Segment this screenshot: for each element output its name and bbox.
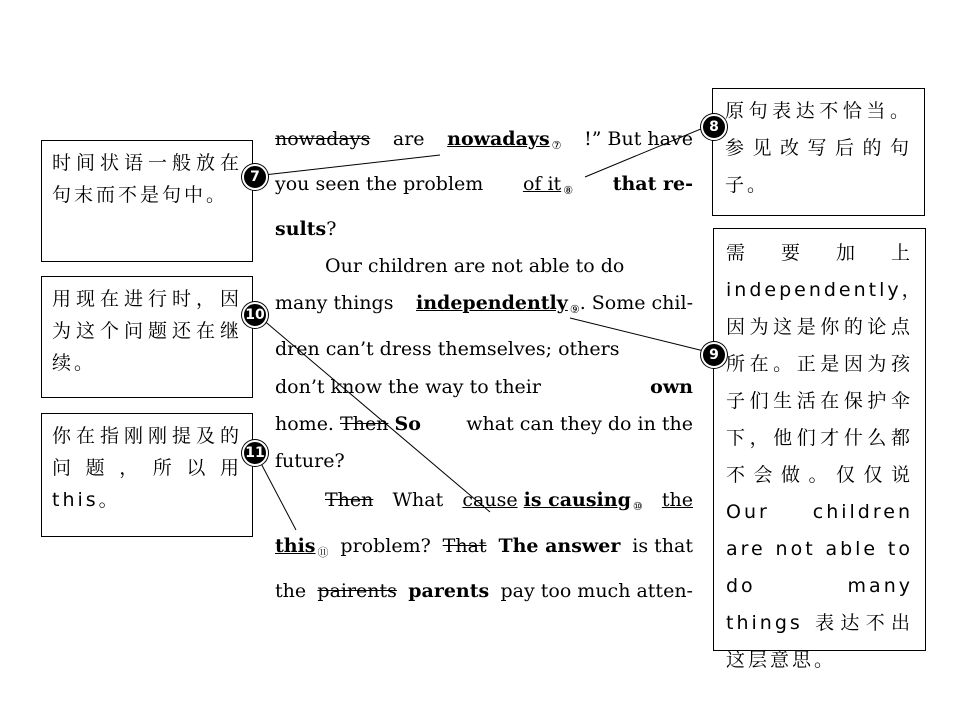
- marker-11: 11: [242, 440, 268, 466]
- essay-text-run: Our children are not able to do: [325, 255, 625, 277]
- essay-line-9: [275, 448, 693, 474]
- essay-line-5: [275, 290, 693, 316]
- comment-box-9: [713, 228, 926, 671]
- deleted-word: of it: [522, 173, 562, 195]
- essay-word: problem?: [340, 535, 431, 557]
- inserted-word: that re-: [612, 173, 693, 195]
- essay-line-12: [275, 578, 693, 604]
- marker-8: 8: [701, 114, 727, 140]
- note-number-9: ⑨: [569, 303, 580, 316]
- essay-line-10: [275, 487, 693, 513]
- essay-word: you seen the problem: [275, 173, 484, 195]
- inserted-word: independently: [416, 292, 568, 314]
- essay-line-3: [275, 216, 693, 242]
- comment-text-8: 原句表达不恰当。参见改写后的句子。: [725, 100, 912, 196]
- note-number-8: ⑧: [563, 184, 574, 197]
- comment-box-10: [41, 276, 253, 398]
- comment-box-8: [712, 88, 925, 216]
- essay-word: what can they do in the: [466, 413, 693, 435]
- marker-9: 9: [701, 342, 727, 368]
- inserted-word: is causing: [523, 489, 631, 511]
- note-number-7: ⑦: [551, 139, 562, 152]
- note-number-10: ⑩: [632, 500, 643, 513]
- essay-word: !” But have: [584, 128, 693, 150]
- essay-line-11: [275, 533, 693, 559]
- inserted-word: parents: [408, 580, 490, 602]
- comment-box-7: [41, 140, 253, 262]
- essay-word: many things: [275, 292, 394, 314]
- comment-text-9: 需要加上 independently，因为这是你的论点所在。正是因为孩子们生活在保护伞下，他们才什么都不会做。仅仅说 Our children are not able to do many things 表达不出这层意思。: [726, 242, 924, 671]
- essay-word: What: [392, 489, 444, 511]
- note-number-11: ⑪: [317, 546, 329, 559]
- essay-line-2: [275, 171, 693, 197]
- essay-line-7: [275, 374, 693, 400]
- inserted-word: this: [275, 535, 316, 557]
- essay-word: future?: [275, 450, 345, 472]
- inserted-word: So: [394, 413, 421, 435]
- deleted-word: pairents: [317, 580, 397, 602]
- inserted-word: nowadays: [447, 128, 550, 150]
- essay-word: pay too much atten-: [500, 580, 693, 602]
- essay-text-run: dren can’t dress themselves; others: [275, 338, 620, 360]
- comment-box-11: [41, 413, 253, 537]
- inserted-word: sults: [275, 218, 327, 240]
- deleted-word: Then: [325, 489, 374, 511]
- essay-word: . Some chil-: [579, 292, 693, 314]
- marker-7: 7: [242, 164, 268, 190]
- comment-text-7: 时间状语一般放在句末而不是句中。: [52, 152, 242, 206]
- deleted-word: nowadays: [275, 128, 371, 150]
- comment-text-10: 用现在进行时，因为这个问题还在继续。: [52, 288, 242, 374]
- deleted-word: the: [661, 489, 693, 511]
- essay-word: are: [392, 128, 425, 150]
- marker-10: 10: [242, 302, 268, 328]
- essay-word: home.: [275, 413, 334, 435]
- essay-line-1: [275, 126, 693, 152]
- essay-line-8: [275, 411, 693, 437]
- inserted-word: own: [650, 376, 693, 398]
- deleted-word: That: [442, 535, 487, 557]
- deleted-word: Then: [340, 413, 389, 435]
- comment-text-11: 你在指刚刚提及的问题，所以用this。: [52, 425, 242, 511]
- inserted-word: The answer: [498, 535, 621, 557]
- essay-word: the: [275, 580, 307, 602]
- essay-word: is that: [632, 535, 693, 557]
- essay-word: don’t know the way to their: [275, 376, 541, 398]
- essay-line-6: [275, 336, 693, 362]
- essay-line-4: [275, 253, 693, 279]
- essay-word: ?: [326, 218, 337, 240]
- deleted-word: cause: [462, 489, 518, 511]
